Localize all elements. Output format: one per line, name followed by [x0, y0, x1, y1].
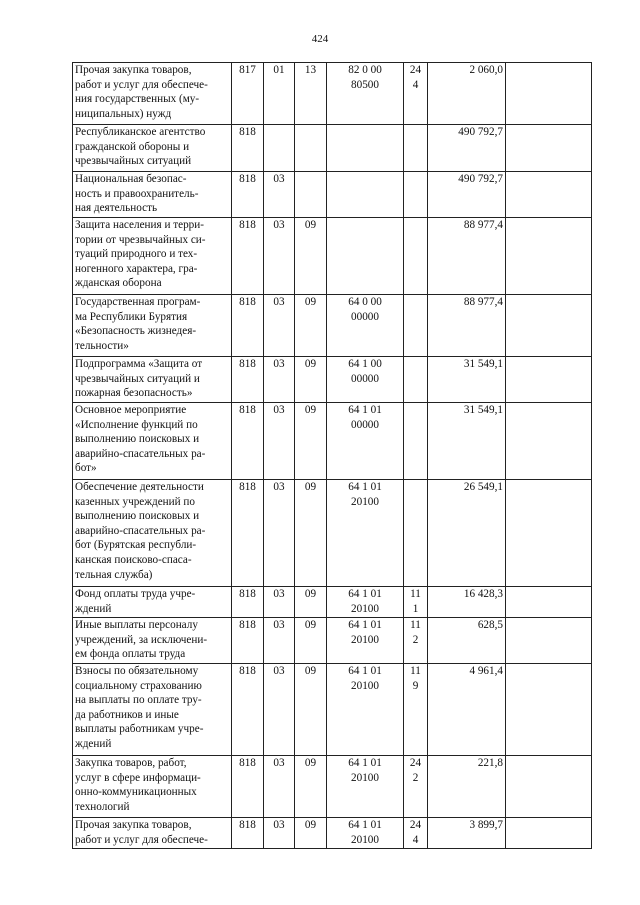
- row-section-code-cell: [264, 125, 295, 172]
- row-target-article-cell: 64 1 00 00000: [327, 357, 404, 403]
- row-ministry-code-cell: 818: [232, 295, 264, 357]
- row-name-cell: Национальная безопас- ность и правоохранитель- ная деятельность: [73, 172, 232, 218]
- row-target-article-cell: 64 1 01 00000: [327, 403, 404, 480]
- row-ministry-code-cell: 818: [232, 218, 264, 295]
- row-name-cell: Прочая закупка товаров, работ и услуг для обеспече-: [73, 818, 232, 849]
- row-subsection-code-cell: 09: [295, 480, 327, 587]
- row-name-cell: Республиканское агентство гражданской обороны и чрезвычайных ситуаций: [73, 125, 232, 172]
- table-row: [73, 63, 592, 125]
- row-name-cell: Подпрограмма «Защита от чрезвычайных ситуаций и пожарная безопасность»: [73, 357, 232, 403]
- budget-table-body: [73, 63, 592, 849]
- row-name-cell: Государственная програм- ма Республики Бурятия «Безопасность жизнедея- тельности»: [73, 295, 232, 357]
- row-target-article-cell: 64 1 01 20100: [327, 756, 404, 818]
- row-section-code-cell: 03: [264, 172, 295, 218]
- row-expense-kind-cell: [404, 218, 428, 295]
- row-sum-cell: 31 549,1: [428, 357, 506, 403]
- row-expense-kind-cell: 24 4: [404, 63, 428, 125]
- row-ministry-code-cell: 818: [232, 357, 264, 403]
- row-sum-cell: 490 792,7: [428, 172, 506, 218]
- row-expense-kind-cell: 24 2: [404, 756, 428, 818]
- row-expense-kind-cell: 11 1: [404, 587, 428, 618]
- table-row: [73, 357, 592, 403]
- row-empty-cell: [506, 357, 592, 403]
- row-subsection-code-cell: 09: [295, 664, 327, 756]
- row-empty-cell: [506, 480, 592, 587]
- row-empty-cell: [506, 756, 592, 818]
- row-subsection-code-cell: 09: [295, 357, 327, 403]
- row-empty-cell: [506, 587, 592, 618]
- row-empty-cell: [506, 664, 592, 756]
- row-section-code-cell: 03: [264, 618, 295, 664]
- row-empty-cell: [506, 295, 592, 357]
- table-row: [73, 818, 592, 849]
- row-empty-cell: [506, 403, 592, 480]
- row-name-cell: Прочая закупка товаров, работ и услуг для обеспече- ния государственных (му- ниципальных) нужд: [73, 63, 232, 125]
- row-section-code-cell: 03: [264, 664, 295, 756]
- row-name-cell: Обеспечение деятельности казенных учреждений по выполнению поисковых и аварийно-спасательных ра- бот (Бурятская республи- канская поисково-спаса- тельная служба): [73, 480, 232, 587]
- row-ministry-code-cell: 818: [232, 756, 264, 818]
- row-subsection-code-cell: [295, 125, 327, 172]
- row-section-code-cell: 03: [264, 403, 295, 480]
- row-name-cell: Закупка товаров, работ, услуг в сфере информаци- онно-коммуникационных технологий: [73, 756, 232, 818]
- row-target-article-cell: 64 1 01 20100: [327, 818, 404, 849]
- row-section-code-cell: 01: [264, 63, 295, 125]
- row-subsection-code-cell: [295, 172, 327, 218]
- row-expense-kind-cell: [404, 125, 428, 172]
- row-empty-cell: [506, 818, 592, 849]
- row-sum-cell: 221,8: [428, 756, 506, 818]
- row-empty-cell: [506, 618, 592, 664]
- table-row: [73, 172, 592, 218]
- row-sum-cell: 628,5: [428, 618, 506, 664]
- table-row: [73, 756, 592, 818]
- row-expense-kind-cell: [404, 172, 428, 218]
- row-empty-cell: [506, 125, 592, 172]
- row-empty-cell: [506, 63, 592, 125]
- row-subsection-code-cell: 09: [295, 403, 327, 480]
- row-subsection-code-cell: 09: [295, 756, 327, 818]
- row-sum-cell: 26 549,1: [428, 480, 506, 587]
- row-target-article-cell: [327, 218, 404, 295]
- row-expense-kind-cell: 24 4: [404, 818, 428, 849]
- page-number: 424: [311, 33, 329, 45]
- row-expense-kind-cell: [404, 295, 428, 357]
- table-row: [73, 664, 592, 756]
- row-ministry-code-cell: 818: [232, 172, 264, 218]
- row-sum-cell: 16 428,3: [428, 587, 506, 618]
- row-sum-cell: 490 792,7: [428, 125, 506, 172]
- row-ministry-code-cell: 818: [232, 587, 264, 618]
- row-subsection-code-cell: 09: [295, 618, 327, 664]
- row-section-code-cell: 03: [264, 218, 295, 295]
- row-sum-cell: 4 961,4: [428, 664, 506, 756]
- row-target-article-cell: [327, 125, 404, 172]
- row-ministry-code-cell: 818: [232, 125, 264, 172]
- table-row: [73, 295, 592, 357]
- row-ministry-code-cell: 817: [232, 63, 264, 125]
- row-sum-cell: 3 899,7: [428, 818, 506, 849]
- row-name-cell: Иные выплаты персоналу учреждений, за исключени- ем фонда оплаты труда: [73, 618, 232, 664]
- row-ministry-code-cell: 818: [232, 618, 264, 664]
- row-subsection-code-cell: 09: [295, 295, 327, 357]
- row-sum-cell: 88 977,4: [428, 295, 506, 357]
- row-section-code-cell: 03: [264, 480, 295, 587]
- row-ministry-code-cell: 818: [232, 403, 264, 480]
- row-ministry-code-cell: 818: [232, 664, 264, 756]
- row-subsection-code-cell: 13: [295, 63, 327, 125]
- row-sum-cell: 88 977,4: [428, 218, 506, 295]
- row-subsection-code-cell: 09: [295, 818, 327, 849]
- row-section-code-cell: 03: [264, 587, 295, 618]
- row-expense-kind-cell: [404, 357, 428, 403]
- row-section-code-cell: 03: [264, 295, 295, 357]
- row-empty-cell: [506, 172, 592, 218]
- row-subsection-code-cell: 09: [295, 218, 327, 295]
- row-ministry-code-cell: 818: [232, 818, 264, 849]
- table-row: [73, 480, 592, 587]
- row-name-cell: Фонд оплаты труда учре- ждений: [73, 587, 232, 618]
- row-sum-cell: 31 549,1: [428, 403, 506, 480]
- row-expense-kind-cell: 11 2: [404, 618, 428, 664]
- row-name-cell: Защита населения и терри- тории от чрезвычайных си- туаций природного и тех- ногенного характера, гра- жданская оборона: [73, 218, 232, 295]
- row-empty-cell: [506, 218, 592, 295]
- table-row: [73, 125, 592, 172]
- row-name-cell: Взносы по обязательному социальному страхованию на выплаты по оплате тру- да работников и иные выплаты работникам учре- ждений: [73, 664, 232, 756]
- row-target-article-cell: 82 0 00 80500: [327, 63, 404, 125]
- table-row: [73, 403, 592, 480]
- row-sum-cell: 2 060,0: [428, 63, 506, 125]
- row-name-cell: Основное мероприятие «Исполнение функций по выполнению поисковых и аварийно-спасательных ра- бот»: [73, 403, 232, 480]
- row-target-article-cell: 64 1 01 20100: [327, 480, 404, 587]
- row-target-article-cell: [327, 172, 404, 218]
- row-expense-kind-cell: [404, 480, 428, 587]
- row-expense-kind-cell: 11 9: [404, 664, 428, 756]
- table-row: [73, 618, 592, 664]
- table-row: [73, 218, 592, 295]
- table-row: [73, 587, 592, 618]
- row-subsection-code-cell: 09: [295, 587, 327, 618]
- row-section-code-cell: 03: [264, 756, 295, 818]
- row-expense-kind-cell: [404, 403, 428, 480]
- row-section-code-cell: 03: [264, 818, 295, 849]
- budget-table: [72, 62, 592, 849]
- row-target-article-cell: 64 0 00 00000: [327, 295, 404, 357]
- row-ministry-code-cell: 818: [232, 480, 264, 587]
- row-target-article-cell: 64 1 01 20100: [327, 664, 404, 756]
- row-target-article-cell: 64 1 01 20100: [327, 618, 404, 664]
- row-target-article-cell: 64 1 01 20100: [327, 587, 404, 618]
- row-section-code-cell: 03: [264, 357, 295, 403]
